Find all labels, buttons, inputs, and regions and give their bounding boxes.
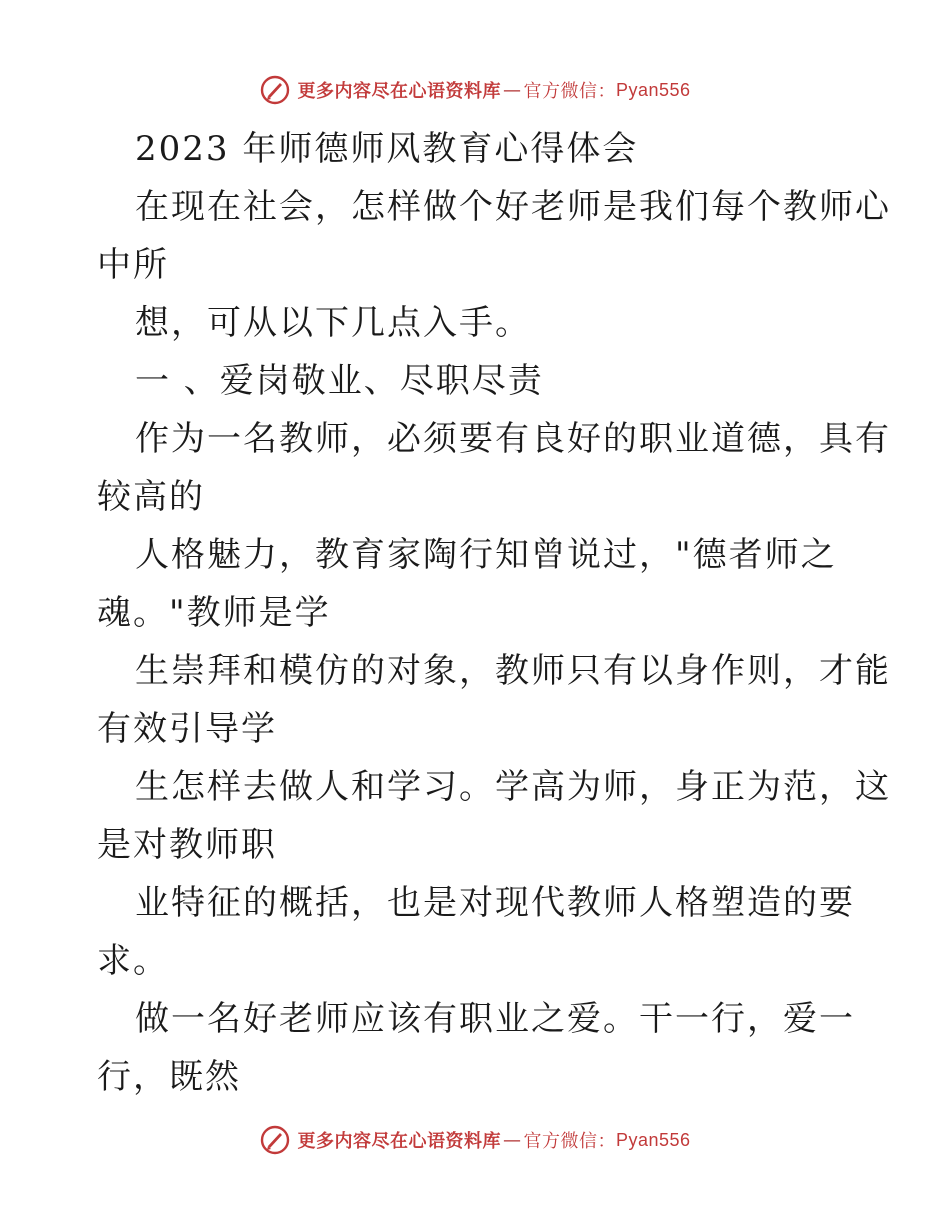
text-line: 有效引导学 [97,709,277,749]
text-line: 想，可从以下几点入手。 [135,303,531,343]
banner-wechat-label: 官方微信： [523,81,616,102]
header-watermark-banner [0,70,950,110]
text-line: 生崇拜和模仿的对象，教师只有以身作则，才能 [135,651,891,691]
banner-separator: — [502,1129,522,1151]
text-line: 行，既然 [97,1057,241,1097]
footer-watermark-banner [0,1120,950,1160]
banner-separator: — [502,79,522,101]
quill-logo-icon [259,74,291,106]
text-line: 做一名好老师应该有职业之爱。干一行，爱一 [135,999,855,1039]
text-line: 人格魅力，教育家陶行知曾说过，"德者师之 [135,535,837,575]
banner-wechat-id: Pyan556 [615,1129,691,1150]
text-line: 是对教师职 [97,825,277,865]
text-line: 一 、爱岗敬业、尽职尽责 [135,361,544,401]
text-line: 较高的 [97,477,205,517]
text-line: 2023 年师德师风教育心得体会 [135,129,639,169]
banner-brand-text: 更多内容尽在心语资料库 [297,81,501,102]
text-line: 作为一名教师，必须要有良好的职业道德，具有 [135,419,891,459]
banner-brand-text: 更多内容尽在心语资料库 [297,1131,501,1152]
text-line: 在现在社会，怎样做个好老师是我们每个教师心 [135,187,891,227]
quill-logo-icon [259,1124,291,1156]
text-line: 魂。"教师是学 [97,593,331,633]
text-line: 中所 [97,245,169,285]
document-body [97,120,891,1106]
text-line: 业特征的概括，也是对现代教师人格塑造的要 [135,883,855,923]
banner-wechat-label: 官方微信： [523,1131,616,1152]
text-line: 生怎样去做人和学习。学高为师，身正为范，这 [135,767,891,807]
text-line: 求。 [97,941,169,981]
banner-wechat-id: Pyan556 [615,79,691,100]
